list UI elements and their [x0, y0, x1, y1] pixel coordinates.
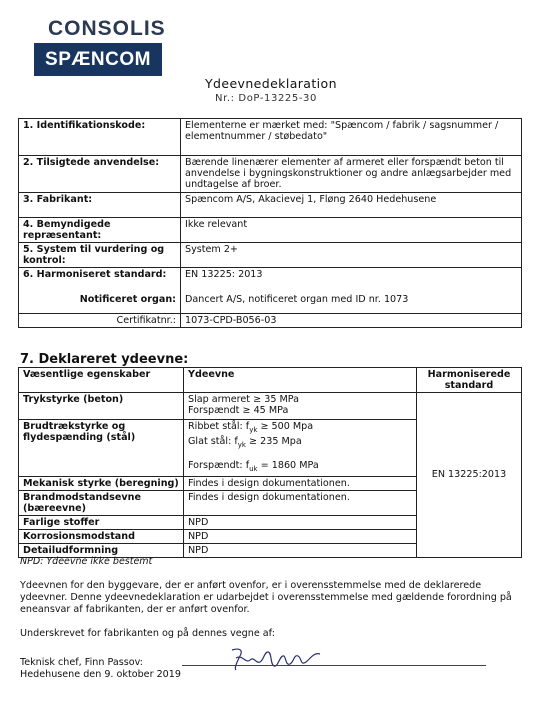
- signature-line: [182, 665, 486, 666]
- row-label: Certifikatnr.:: [19, 314, 181, 328]
- row-label: 5. System til vurdering og kontrol:: [19, 243, 181, 268]
- table-row: [19, 243, 522, 268]
- performance-table: [18, 367, 522, 558]
- table-row: [19, 393, 522, 420]
- property-cell: Farlige stoffer: [19, 515, 184, 529]
- value-cell: NPD: [184, 529, 417, 543]
- document-number: Nr.: DoP-13225-30: [215, 93, 317, 104]
- value-cell: NPD: [184, 543, 417, 557]
- spancom-logo: SPÆNCOM: [34, 43, 162, 76]
- property-cell: Korrosionsmodstand: [19, 529, 184, 543]
- property-cell: Detailudformning: [19, 543, 184, 557]
- value-cell: [184, 393, 417, 420]
- row-label: 1. Identifikationskode:: [19, 119, 181, 156]
- table-row: [19, 156, 522, 193]
- row-value: Bærende linenærer elementer af armeret eller forspændt beton til anvendelse i bygningskonstruktioner og andre anlægsarbejder med undtagelse af broer.: [181, 156, 522, 193]
- row-value: Ikke relevant: [181, 218, 522, 243]
- value-cell: Findes i design dokumentationen.: [184, 490, 417, 515]
- table-row: [19, 286, 522, 314]
- row-label: 3. Fabrikant:: [19, 193, 181, 218]
- table-row: [19, 314, 522, 328]
- value-cell: NPD: [184, 515, 417, 529]
- row-value: System 2+: [181, 243, 522, 268]
- value-line: Ribbet stål: $f_{yk} \ge 500$ Mpa: [188, 421, 314, 434]
- row-value: Elementerne er mærket med: "Spæncom / fabrik / sagsnummer / elementnummer / støbedato": [181, 119, 522, 156]
- document-title: Ydeevnedeklaration: [205, 76, 337, 91]
- property-cell: Mekanisk styrke (beregning): [19, 476, 184, 490]
- signatory-name: Teknisk chef, Finn Passov:: [20, 657, 143, 668]
- signed-by-text: Underskrevet for fabrikanten og på dennes vegne af:: [20, 628, 275, 639]
- row-label: 6. Harmoniseret standard:: [19, 268, 181, 287]
- row-value: Spæncom A/S, Akacievej 1, Fløng 2640 Hedehusene: [181, 193, 522, 218]
- table-row: [19, 218, 522, 243]
- value-line: Forspændt: $f_{uk} = 1860$ MPa: [188, 459, 319, 473]
- value-line: Slap armeret ≥ 35 MPa: [188, 394, 299, 405]
- section-heading: 7. Deklareret ydeevne:: [20, 352, 189, 367]
- identification-table: [18, 118, 522, 328]
- signature-date: Hedehusene den 9. oktober 2019: [20, 669, 181, 680]
- property-cell: Brudtrækstyrke og flydespænding (stål): [19, 420, 184, 477]
- row-label: Notificeret organ:: [19, 286, 181, 314]
- property-cell: Brandmodstandsevne (bæreevne): [19, 490, 184, 515]
- row-value: Dancert A/S, notificeret organ med ID nr. 1073: [181, 286, 522, 314]
- value-cell: Findes i design dokumentationen.: [184, 476, 417, 490]
- property-cell: Trykstyrke (beton): [19, 393, 184, 420]
- handwritten-signature: [228, 646, 328, 672]
- value-line: Glat stål: $f_{yk} \ge 235$ Mpa: [188, 435, 302, 449]
- row-value: EN 13225: 2013: [181, 268, 522, 287]
- column-header: Væsentlige egenskaber: [19, 368, 184, 393]
- table-row: [19, 268, 522, 287]
- row-value: 1073-CPD-B056-03: [181, 314, 522, 328]
- row-label: 2. Tilsigtede anvendelse:: [19, 156, 181, 193]
- standard-cell: EN 13225:2013: [417, 393, 522, 558]
- table-header-row: [19, 368, 522, 393]
- column-header: Ydeevne: [184, 368, 417, 393]
- value-line: Forspændt ≥ 45 MPa: [188, 405, 289, 416]
- declaration-paragraph: Ydeevnen for den byggevare, der er anført ovenfor, er i overensstemmelse med de deklarerede ydeevner. Denne ydeevnedeklaration er udarbejdet i overensstemmelse med gældende forordning på eneansvar af fabrikanten, der er anført ovenfor.: [20, 580, 512, 615]
- table-row: [19, 193, 522, 218]
- npd-note: NPD: Ydeevne ikke bestemt: [20, 556, 153, 567]
- row-label: 4. Bemyndigede repræsentant:: [19, 218, 181, 243]
- consolis-logo: CONSOLIS: [48, 17, 166, 40]
- table-row: [19, 119, 522, 156]
- value-cell: [184, 420, 417, 477]
- column-header: Harmoniserede standard: [417, 368, 522, 393]
